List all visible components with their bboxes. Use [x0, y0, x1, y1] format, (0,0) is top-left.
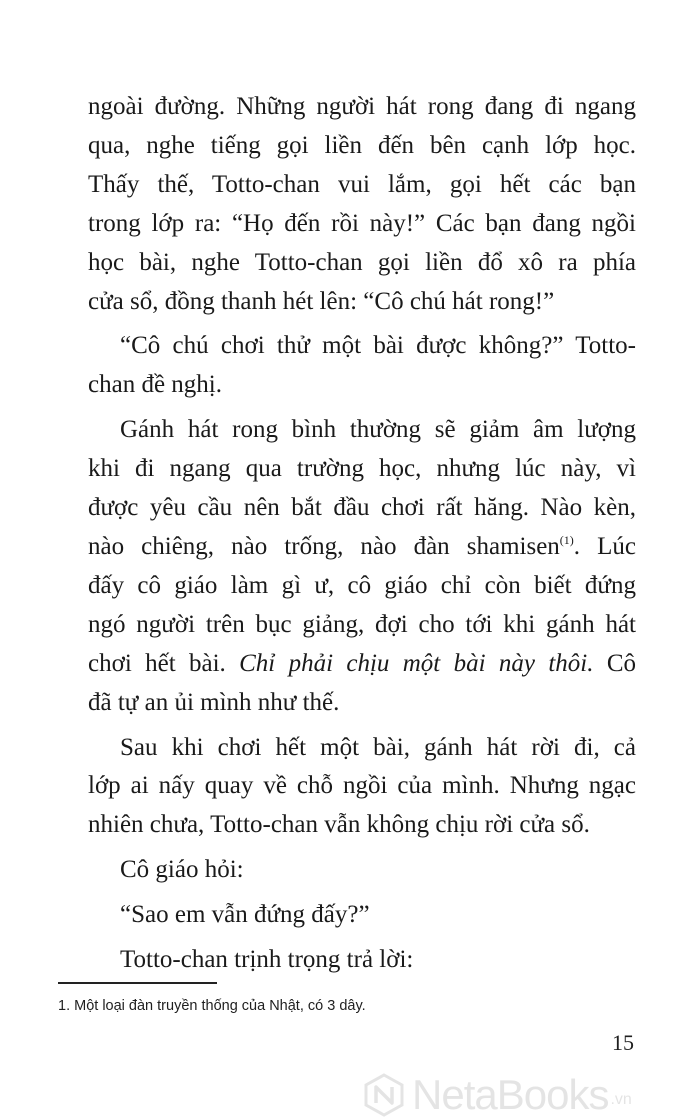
footnote: 1. Một loại đàn truyền thống của Nhật, có 3 dây.	[58, 998, 366, 1014]
text-line: “Cô chú chơi thử một bài được không?” Totto-	[120, 332, 636, 360]
text-line: khi đi ngang qua trường học, nhưng lúc này, vì	[88, 455, 636, 483]
text-line: “Sao em vẫn đứng đấy?”	[120, 901, 370, 929]
text-segment: . Lúc	[573, 532, 636, 560]
text-line: đấy cô giáo làm gì ư, cô giáo chỉ còn biết đứng	[88, 571, 636, 599]
text-segment: Cô	[606, 649, 636, 677]
text-line: Sau khi chơi hết một bài, gánh hát rời đi, cả	[120, 733, 636, 761]
page-number: 15	[612, 1030, 634, 1055]
netabooks-logo-icon	[362, 1073, 406, 1117]
text-line	[88, 528, 636, 567]
watermark	[362, 1073, 632, 1117]
watermark-brand: NetaBooks	[412, 1071, 609, 1118]
text-line: lớp ai nấy quay về chỗ ngồi của mình. Nhưng ngạc	[88, 772, 636, 800]
text-segment: chơi hết bài.	[88, 649, 226, 677]
text-line: học bài, nghe Totto-chan gọi liền đổ xô ra phía	[88, 248, 636, 276]
text-line: chan đề nghị.	[88, 371, 222, 399]
text-line: cửa sổ, đồng thanh hét lên: “Cô chú hát rong!”	[88, 287, 555, 315]
text-line: Totto-chan trịnh trọng trả lời:	[120, 946, 414, 974]
text-line: ngoài đường. Những người hát rong đang đi ngang	[88, 93, 636, 120]
footnote-divider	[58, 982, 217, 984]
text-line: Cô giáo hỏi:	[120, 856, 244, 884]
text-segment: nào chiêng, nào trống, nào đàn shamisen	[88, 532, 560, 560]
italic-thought: Chỉ phải chịu một bài này thôi.	[239, 649, 594, 677]
text-line: nhiên chưa, Totto-chan vẫn không chịu rời cửa sổ.	[88, 811, 590, 839]
footnote-marker: (1)	[559, 532, 574, 547]
text-line: qua, nghe tiếng gọi liền đến bên cạnh lớp học.	[88, 131, 636, 159]
text-line: được yêu cầu nên bắt đầu chơi rất hăng. Nào kèn,	[88, 494, 636, 522]
text-line	[88, 645, 636, 684]
text-line: đã tự an ủi mình như thế.	[88, 688, 340, 716]
text-line: ngó người trên bục giảng, đợi cho tới khi gánh hát	[88, 610, 636, 638]
text-line: trong lớp ra: “Họ đến rồi này!” Các bạn đang ngồi	[88, 209, 636, 237]
text-line: Gánh hát rong bình thường sẽ giảm âm lượng	[120, 416, 636, 444]
text-line: Thấy thế, Totto-chan vui lắm, gọi hết các bạn	[88, 170, 636, 198]
watermark-suffix: .vn	[610, 1091, 632, 1108]
body-text	[88, 88, 636, 980]
